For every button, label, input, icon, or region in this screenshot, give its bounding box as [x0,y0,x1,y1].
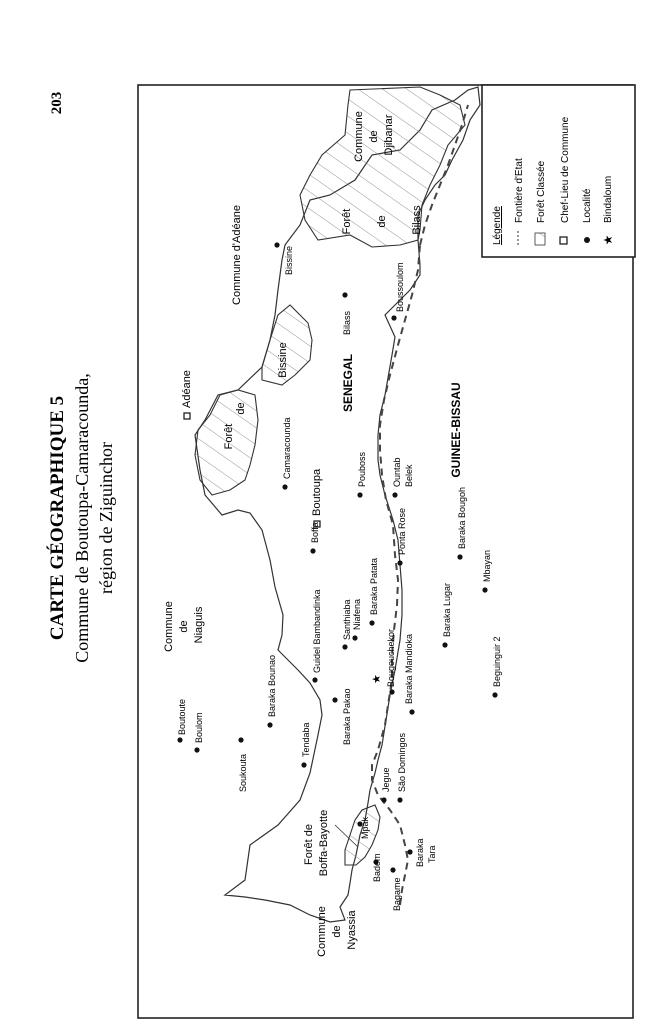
svg-text:Tara: Tara [427,845,437,863]
locality-baraka-patata [369,558,379,626]
svg-text:Tendaba: Tendaba [301,722,311,757]
svg-text:Bissine: Bissine [284,245,294,275]
locality-jegue [381,767,391,802]
locality-baraka-pakao [332,688,352,745]
locality-boulom [194,712,204,752]
chef-lieu-adeane [181,370,193,419]
locality-baraka-tara [407,838,437,867]
chef-lieu-label: Adéane [181,370,193,408]
locality-sao-domingos [397,732,407,802]
legend-label-forest: Forêt Classée [536,160,547,223]
legend-swatch-chef-lieu [560,237,567,244]
locality-ountab-belek [392,457,414,497]
locality-beguinguir [492,636,502,697]
locality-baraka-bougoh [457,487,467,560]
chef-lieu-boutoupa [311,468,323,527]
state-border [372,245,420,905]
chef-lieu-label: Boutoupa [311,468,323,516]
legend-heading: Légende [492,206,503,245]
locality-badem [372,853,382,882]
legend-label-border: Fontière d'Etat [514,158,525,223]
svg-text:Badem: Badem [372,853,382,882]
locality-ponta-rose [397,508,407,566]
locality-bougouchekor [386,629,396,695]
svg-text:São Domingos: São Domingos [397,732,407,792]
legend-label-locality: Localité [582,188,593,223]
svg-text:Bougouchekor: Bougouchekor [386,628,396,687]
legend [482,85,635,257]
svg-text:Guidel Bambandinka: Guidel Bambandinka [312,589,322,673]
label-senegal: SENEGAL [341,353,355,413]
legend-box [482,85,635,257]
legend-swatch-forest [535,233,545,245]
map-subtitle-line1: Commune de Boutoupa-Camaracounda, [72,373,92,663]
map-title: CARTE GÉOGRAPHIQUE 5 [47,395,68,641]
svg-text:Boffa: Boffa [310,522,320,543]
locality-bissine [274,242,294,275]
legend-label-chef-lieu: Chef-Lieu de Commune [560,116,571,223]
svg-text:Ountab: Ountab [392,457,402,487]
locality-baraka-mandioka [404,634,415,715]
locality-mbayan [482,550,492,593]
locality-boutoute [177,699,187,743]
svg-text:Jegue: Jegue [381,767,391,792]
locality-bilass [342,292,352,335]
svg-text:Mbayan: Mbayan [482,549,492,582]
svg-text:Baraka Bounao: Baraka Bounao [267,654,277,717]
page-number: 203 [49,91,65,115]
svg-text:Baraka: Baraka [415,838,425,867]
svg-text:Beguinguir 2: Beguinguir 2 [492,636,502,687]
svg-text:Santhiaba: Santhiaba [342,599,352,640]
label-commune-adeane: Commune d'Adéane [231,205,243,305]
svg-text:Soukouta: Soukouta [238,753,248,792]
locality-santhiaba [342,599,352,649]
locality-boffa [310,522,320,553]
svg-text:Baraka Patata: Baraka Patata [369,557,379,615]
label-commune-djibanar: Commune de Djibanar [353,111,395,162]
localities [177,242,502,911]
star-icon: ★ [371,674,383,684]
svg-text:Belek: Belek [404,464,414,487]
locality-boussoulom [391,262,405,320]
locality-tendaba [301,722,311,767]
label-foret-bissine: Forêt de Bissine [223,342,289,450]
label-commune-nyassia: Commune de Nyassia [316,906,358,957]
locality-mpak [357,816,370,839]
locality-baraka-bounao [267,655,277,728]
svg-text:Bagame: Bagame [392,877,402,911]
locality-niafena [352,599,362,641]
label-commune-niaguis: Commune de Niaguis [163,601,205,652]
svg-text:Baraka Bougoh: Baraka Bougoh [457,486,467,549]
svg-text:Mpak: Mpak [360,816,370,839]
label-foret-boffa-bayotte: Forêt de Boffa-Bayotte [303,809,330,877]
svg-text:Pouboss: Pouboss [357,451,367,487]
svg-text:Bilass: Bilass [342,310,352,335]
label-guinee-bissau: GUINEE-BISSAU [449,382,463,478]
locality-bagame [390,867,402,911]
svg-text:Baraka Pakao: Baraka Pakao [342,688,352,745]
chef-lieu-marker [184,413,190,419]
locality-pouboss [357,451,367,497]
label-foret-bilass: Forêt de Bilass [341,205,423,235]
legend-swatch-locality [584,237,590,243]
svg-text:Boulom: Boulom [194,712,204,743]
locality-soukouta [238,737,248,792]
svg-text:Niafena: Niafena [352,598,362,630]
svg-text:Boutoute: Boutoute [177,698,187,735]
svg-text:Baraka Mandioka: Baraka Mandioka [404,633,414,704]
star-icon: ★ [601,234,615,246]
svg-text:Ponta Rose: Ponta Rose [397,507,407,555]
locality-baraka-lugar [442,583,452,648]
svg-text:Boussoulom: Boussoulom [395,262,405,312]
svg-text:Camaracounda: Camaracounda [282,417,292,479]
locality-guidel-bambandinka [312,589,322,682]
locality-camaracounda [282,417,292,489]
svg-text:Baraka Lugar: Baraka Lugar [442,582,452,637]
map-subtitle-line2: région de Ziguinchor [96,442,116,594]
legend-label-star: Bindaloum [603,175,614,223]
